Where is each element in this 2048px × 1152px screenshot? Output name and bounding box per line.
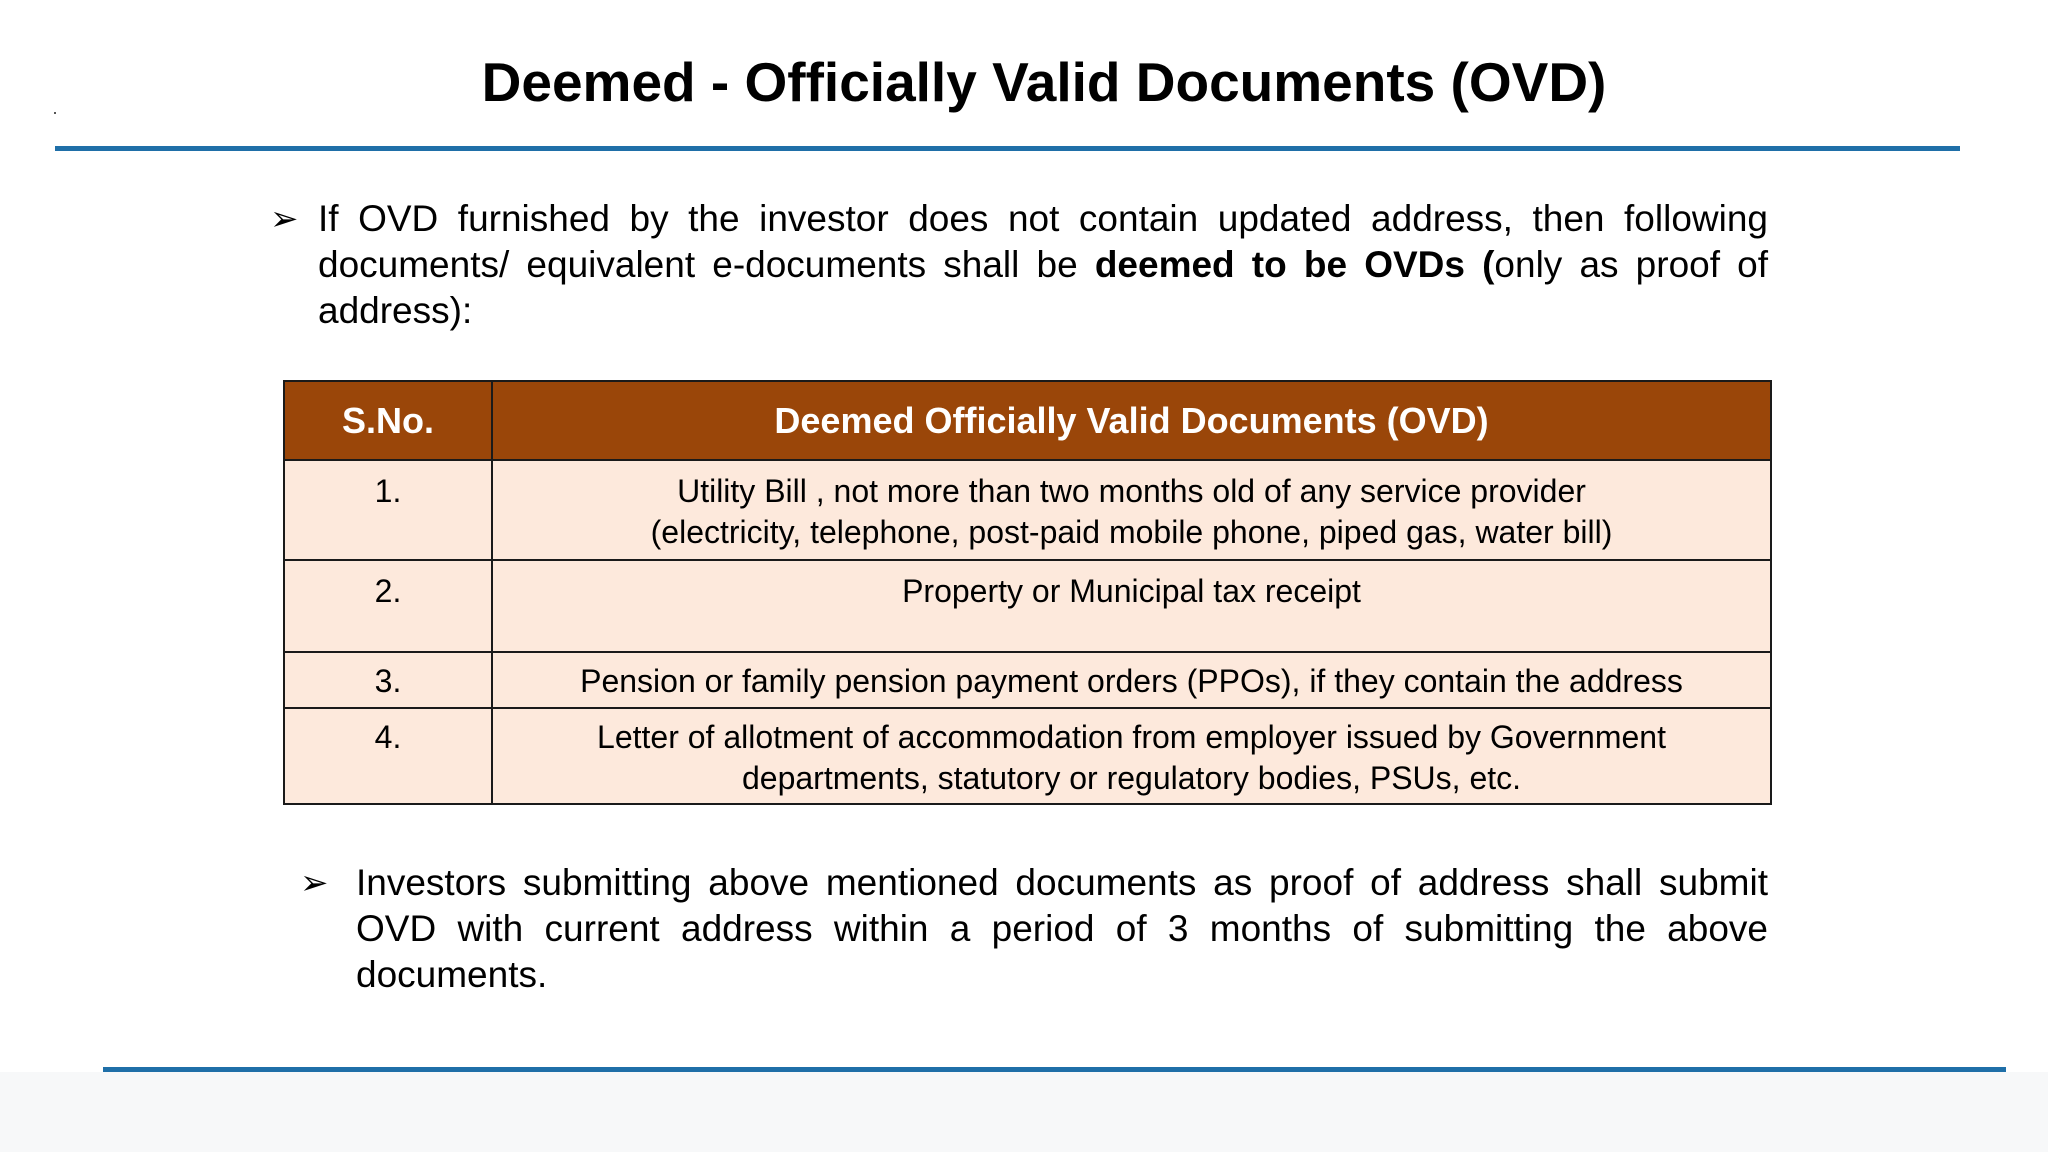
cell-sno: 1. xyxy=(284,460,492,560)
arrow-bullet-icon: ➢ xyxy=(270,200,299,238)
table-row xyxy=(284,708,1771,804)
cell-document xyxy=(492,460,1771,560)
cell-document-line: (electricity, telephone, post-paid mobile phone, piped gas, water bill) xyxy=(650,514,1613,550)
header-sno: S.No. xyxy=(284,381,492,460)
cell-document-line: Utility Bill , not more than two months old of any service provider xyxy=(677,473,1586,509)
intro-text: If OVD furnished by the investor does not contain updated address, then following documents/ equivalent e-documents shall be xyxy=(318,198,1768,285)
bottom-divider xyxy=(103,1067,2006,1072)
cell-document-line: Property or Municipal tax receipt xyxy=(902,573,1361,609)
cell-document-line: Pension or family pension payment orders (PPOs), if they contain the address xyxy=(580,663,1683,699)
note-paragraph: Investors submitting above mentioned documents as proof of address shall submit OVD with current address within a period of 3 months of submitting the above documents. xyxy=(356,862,1768,995)
cell-document xyxy=(492,708,1771,804)
intro-text-end: only as proof of address): xyxy=(318,244,1768,331)
table-header-row xyxy=(284,381,1771,460)
decorative-dot xyxy=(54,112,56,114)
cell-sno: 4. xyxy=(284,708,492,804)
cell-document-line: Letter of allotment of accommodation from employer issued by Government xyxy=(597,719,1666,755)
table-row xyxy=(284,560,1771,652)
cell-sno: 3. xyxy=(284,652,492,708)
table-row xyxy=(284,652,1771,708)
table-row xyxy=(284,460,1771,560)
cell-document xyxy=(492,560,1771,652)
cell-document xyxy=(492,652,1771,708)
cell-document-line: departments, statutory or regulatory bodies, PSUs, etc. xyxy=(741,760,1522,796)
top-divider xyxy=(55,146,1960,151)
header-documents: Deemed Officially Valid Documents (OVD) xyxy=(492,381,1771,460)
cell-sno: 2. xyxy=(284,560,492,652)
arrow-bullet-icon: ➢ xyxy=(300,864,329,902)
intro-bold-text: deemed to be OVDs ( xyxy=(1094,244,1495,285)
intro-paragraph xyxy=(318,196,1768,334)
footer-band xyxy=(0,1072,2048,1152)
slide-title: Deemed - Officially Valid Documents (OVD) xyxy=(481,51,1607,113)
ovd-table xyxy=(283,380,1772,805)
